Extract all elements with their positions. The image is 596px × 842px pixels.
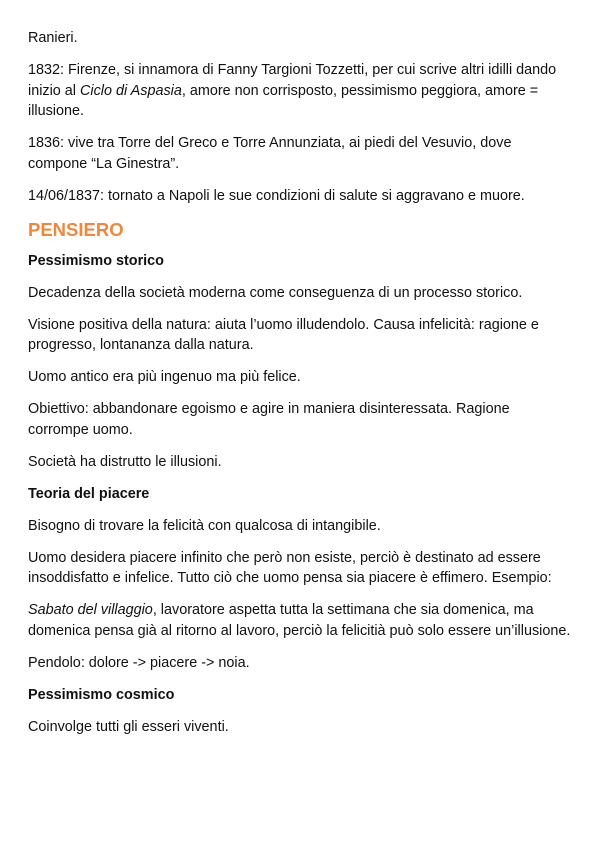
paragraph-1832 — [28, 60, 573, 122]
paragraph: Società ha distrutto le illusioni. — [28, 453, 222, 470]
paragraph-ranieri: Ranieri. — [28, 30, 78, 46]
paragraph: Uomo antico era più ingenuo ma più felice. — [28, 369, 301, 385]
paragraph-sabato — [28, 600, 573, 641]
subheading-pessimismo-cosmico: Pessimismo cosmico — [28, 686, 175, 703]
paragraph-1832-start: 1832: Firenze, si innamora di Fanny Targioni Tozzetti, per cui scrive altri idilli dando inizio al — [28, 62, 557, 99]
paragraph: Visione positiva della natura: aiuta l’uomo illudendolo. Causa infelicità: ragione e progresso, lontananza dalla natura. — [28, 316, 539, 353]
paragraph: Coinvolge tutti gli esseri viventi. — [28, 718, 229, 735]
paragraph-1832-end: , amore non corrisposto, pessimismo peggiora, amore = illusione. — [28, 82, 539, 119]
paragraph: Decadenza della società moderna come conseguenza di un processo storico. — [28, 284, 523, 301]
document-body — [28, 28, 573, 749]
paragraph: Uomo desidera piacere infinito che però non esiste, perciò è destinato ad essere insoddisfatto e infelice. Tutto ciò che uomo pensa sia piacere è effimero. Esempio: — [28, 549, 552, 586]
paragraph: Pendolo: dolore -> piacere -> noia. — [28, 654, 250, 671]
sabato-del-villaggio-title: Sabato del villaggio — [28, 602, 153, 618]
paragraph-sabato-rest: , lavoratore aspetta tutta la settimana che sia domenica, ma domenica pensa già al ritorno al lavoro, perciò la felicitià può solo essere un’illusione. — [28, 602, 571, 639]
subheading-pessimismo-storico: Pessimismo storico — [28, 252, 164, 269]
section-title-pensiero: PENSIERO — [28, 218, 124, 240]
paragraph-1836: 1836: vive tra Torre del Greco e Torre Annunziata, ai piedi del Vesuvio, dove compone “La Ginestra”. — [28, 135, 512, 172]
paragraph: Bisogno di trovare la felicità con qualcosa di intangibile. — [28, 517, 381, 534]
ciclo-di-aspasia-title: Ciclo di Aspasia — [80, 82, 182, 99]
paragraph: Obiettivo: abbandonare egoismo e agire in maniera disinteressata. Ragione corrompe uomo. — [28, 401, 510, 438]
paragraph-1837: 14/06/1837: tornato a Napoli le sue condizioni di salute si aggravano e muore. — [28, 187, 525, 204]
subheading-teoria-del-piacere: Teoria del piacere — [28, 485, 150, 502]
